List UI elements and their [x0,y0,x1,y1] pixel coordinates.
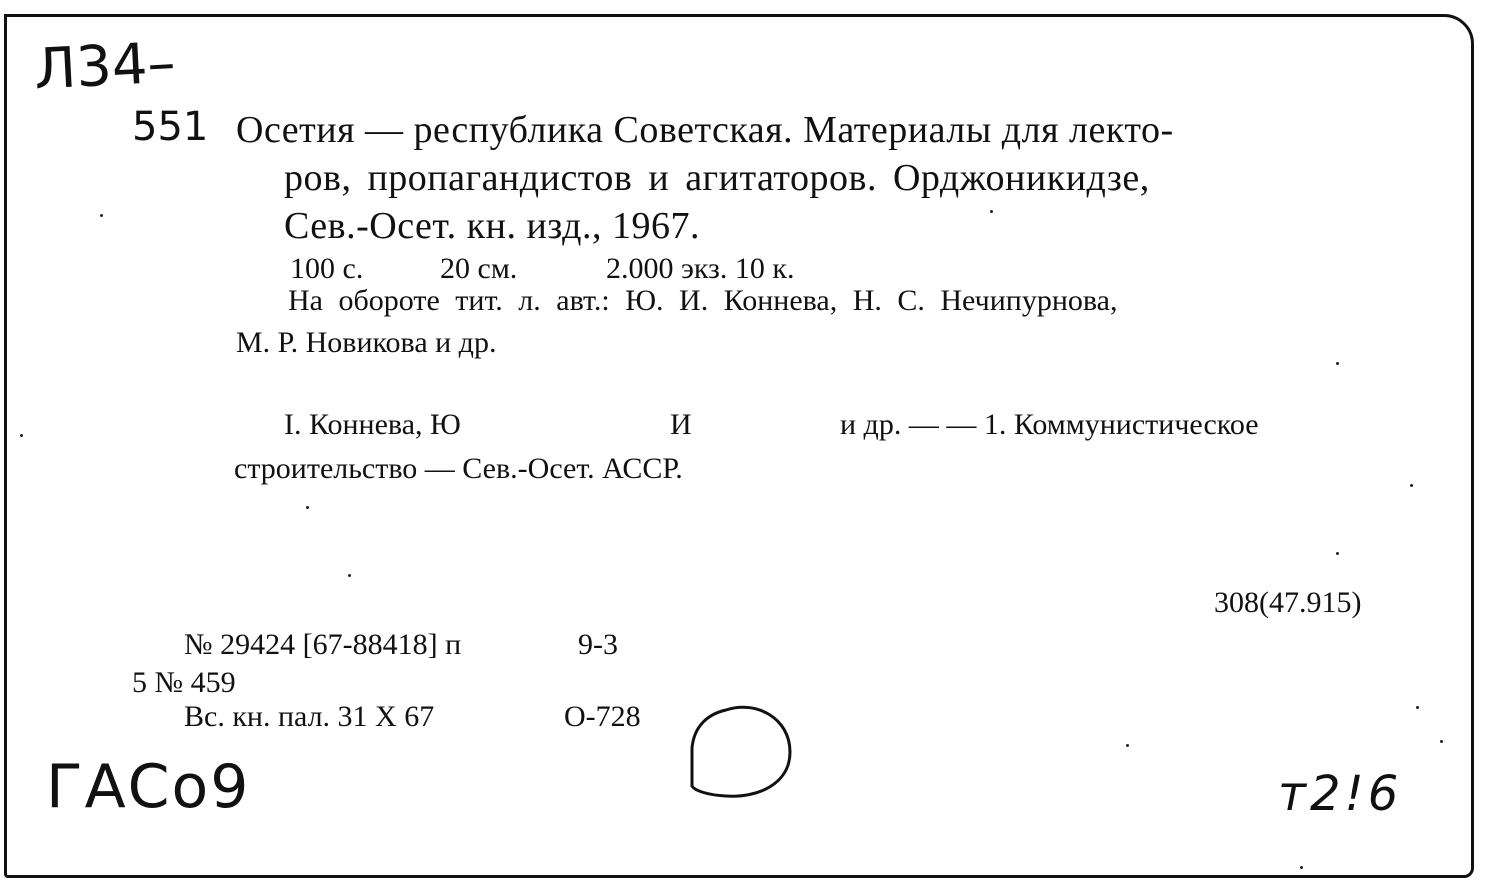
scan-speck [100,214,103,217]
scan-speck [1300,866,1303,869]
title-line-3: Сев.-Осет. кн. изд., 1967. [284,205,700,247]
chamber-code: О-728 [564,700,641,733]
record-number: № 29424 [67-88418] п [184,628,462,661]
handwritten-bottom-right: т2!6 [1278,766,1403,822]
scan-speck [1440,740,1443,743]
classification-number: 308(47.915) [1214,586,1362,619]
title-line-1: Осетия — республика Советская. Материалы для лекто- [236,109,1174,151]
collation-size: 20 см. [440,252,518,285]
chamber-line: Вс. кн. пал. 31 X 67 [184,700,435,733]
tracing-line-2: строительство — Сев.-Осет. АССР. [234,452,683,485]
collation-pages: 100 с. [290,252,364,285]
tracing-part-3: и др. — — 1. Коммунистическое [840,408,1259,441]
call-number-top: Л34– [32,30,177,103]
scan-speck [1126,744,1129,747]
scan-speck [1410,484,1413,487]
order-number: 5 № 459 [132,666,236,699]
scan-speck [306,506,309,509]
hand-drawn-oval [686,700,798,804]
note-line-2: М. Р. Новикова и др. [236,326,497,359]
tracing-part-1: I. Коннева, Ю [284,408,461,441]
title-line-2: ров, пропагандистов и агитаторов. Орджоникидзе, [284,157,1150,199]
tracing-part-2: И [670,408,692,441]
scan-speck [1336,552,1339,555]
scan-speck [348,574,351,577]
scan-speck [1416,706,1419,709]
scan-speck [20,434,23,437]
scan-speck [990,210,993,213]
note-line-1: На обороте тит. л. авт.: Ю. И. Коннева, Н. С. Нечипурнова, [288,284,1118,317]
call-number-bottom: 551 [132,104,209,150]
handwritten-bottom-left: ГАСо9 [46,752,251,822]
collation-copies: 2.000 экз. 10 к. [606,252,795,285]
scan-speck [1336,362,1339,365]
record-code: 9-3 [578,628,618,661]
